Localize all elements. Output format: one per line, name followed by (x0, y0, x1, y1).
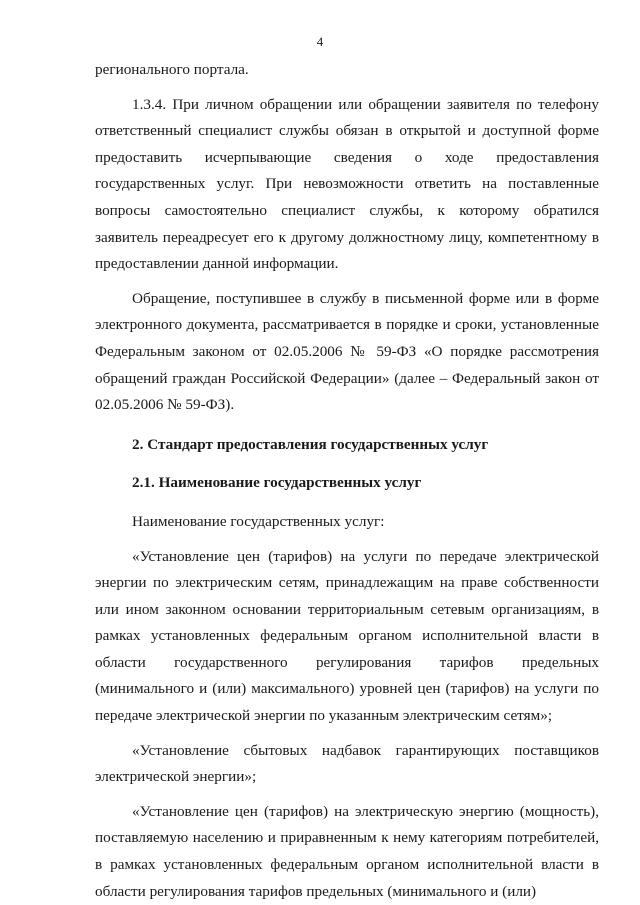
paragraph-service-3: «Установление цен (тарифов) на электрическую энергию (мощность), поставляемую населению и приравненным к нему категориям потребителей, в рамках установленных федеральным органом исполнительной власти в области регулирования тарифов предельных (минимального и (или) (95, 802, 599, 900)
subsection-heading-2-1: 2.1. Наименование государственных услуг (132, 474, 422, 492)
paragraph-services-intro: Наименование государственных услуг: (132, 512, 385, 530)
page-number: 4 (316, 34, 324, 49)
paragraph-portal-continuation: регионального портала. (95, 61, 249, 78)
paragraph-service-1: «Установление цен (тарифов) на услуги по передаче электрической энергии по электрическим сетям, принадлежащим на праве собственности или ином законном основании территориальным сетевым организациям, в рамках установленных федеральным органом исполнительной власти в области государственного регулирования тарифов предельных (минимального и (или) максимального) уровней цен (тарифов) на услуги по передаче электрической энергии по указанным электрическим сетям»; (95, 547, 599, 725)
section-heading-2: 2. Стандарт предоставления государственных услуг (132, 435, 489, 453)
paragraph-service-2: «Установление сбытовых надбавок гарантирующих поставщиков электрической энергии»; (95, 741, 599, 786)
paragraph-written-appeals: Обращение, поступившее в службу в письменной форме или в форме электронного документа, рассматривается в порядке и сроки, установленные Федеральным законом от 02.05.2006 № 59-ФЗ «О порядке рассмотрения обращений граждан Российской Федерации» (далее – Федеральный закон от 02.05.2006 № 59-ФЗ). (95, 289, 599, 414)
document-body (95, 57, 599, 905)
paragraph-1-3-4: 1.3.4. При личном обращении или обращении заявителя по телефону ответственный специалист службы обязан в открытой и доступной форме предоставить исчерпывающие сведения о ходе предоставления государственных услуг. При невозможности ответить на поставленные вопросы самостоятельно специалист службы, к которому обратился заявитель переадресует его к другому должностному лицу, компетентному в предоставлении данной информации. (95, 95, 599, 273)
